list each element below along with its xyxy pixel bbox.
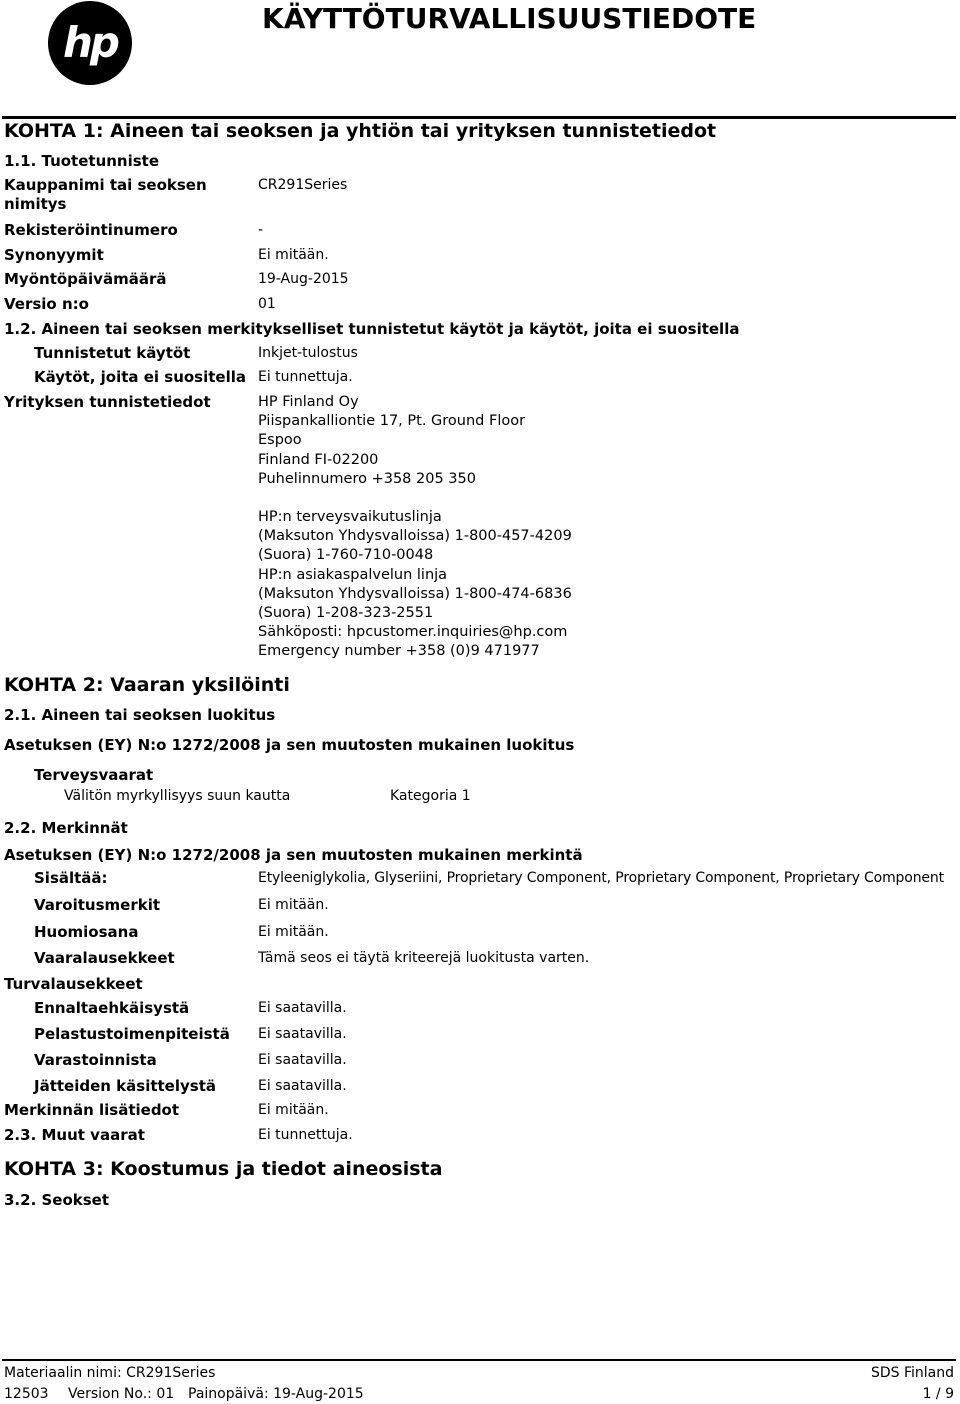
disposal-value: Ei saatavilla. [258,1078,347,1094]
contact-line: (Suora) 1-208-323-2551 [258,605,434,622]
signal-word-label: Huomiosana [34,923,139,941]
contact-line: (Maksuton Yhdysvalloissa) 1-800-474-6836 [258,585,572,602]
contact-line: Emergency number +358 (0)9 471977 [258,643,540,660]
company-line: Finland FI-02200 [258,451,379,468]
contact-info [258,508,572,662]
footer-material-name: Materiaalin nimi: CR291Series [4,1365,216,1381]
disposal-label: Jätteiden käsittelystä [34,1077,216,1095]
subsection-2-1: 2.1. Aineen tai seoksen luokitus [4,706,276,724]
contact-line: (Suora) 1-760-710-0048 [258,547,434,564]
version-label: Versio n:o [4,295,89,313]
company-line: HP Finland Oy [258,394,359,410]
company-line: Piispankalliontie 17, Pt. Ground Floor [258,413,526,430]
signal-word-value: Ei mitään. [258,924,329,940]
subsection-2-2: 2.2. Merkinnät [4,819,128,837]
subsection-1-1: 1.1. Tuotetunniste [4,152,160,170]
response-value: Ei saatavilla. [258,1026,347,1042]
pictograms-value: Ei mitään. [258,897,329,913]
company-line: Puhelinnumero +358 205 350 [258,470,476,487]
company-label: Yrityksen tunnistetiedot [4,393,211,411]
trade-name-label-2: nimitys [4,195,67,213]
storage-label: Varastoinnista [34,1051,157,1069]
subsection-1-2: 1.2. Aineen tai seoksen merkitykselliset tunnistetut käytöt ja käytöt, joita ei suositella [4,320,740,338]
section1-rule [2,116,956,119]
uses-not-recommended-label: Käytöt, joita ei suositella [34,368,246,386]
footer-rule [2,1359,956,1361]
synonyms-value: Ei mitään. [258,247,329,263]
document-title: KÄYTTÖTURVALLISUUSTIEDOTE [262,2,757,35]
registration-value: - [258,222,264,238]
section3-heading: KOHTA 3: Koostumus ja tiedot aineosista [4,1158,443,1180]
uses-not-recommended-value: Ei tunnettuja. [258,369,353,385]
prevention-label: Ennaltaehkäisystä [34,999,190,1017]
precautionary-statements-label: Turvalausekkeet [4,975,143,993]
contact-line: Sähköposti: hpcustomer.inquiries@hp.com [258,624,568,641]
health-hazards-label: Terveysvaarat [34,766,154,784]
section1-heading: KOHTA 1: Aineen tai seoksen ja yhtiön tai yrityksen tunnistetiedot [4,120,717,142]
contact-line: HP:n terveysvaikutuslinja [258,509,442,525]
footer-page-number: 1 / 9 [922,1386,954,1402]
identified-uses-label: Tunnistetut käytöt [34,344,191,362]
subsection-3-2: 3.2. Seokset [4,1191,110,1209]
issue-date-label: Myöntöpäivämäärä [4,270,167,288]
issue-date-value: 19-Aug-2015 [258,271,349,287]
hazard-statements-label: Vaaralausekkeet [34,949,175,967]
hazard-statements-value: Tämä seos ei täytä kriteerejä luokitusta varten. [258,950,590,966]
synonyms-label: Synonyymit [4,246,104,264]
labelling-regulation: Asetuksen (EY) N:o 1272/2008 ja sen muutosten mukainen merkintä [4,846,583,864]
supplemental-info-label: Merkinnän lisätiedot [4,1101,180,1119]
trade-name-value: CR291Series [258,177,348,193]
footer-version: Version No.: 01 [68,1386,175,1402]
storage-value: Ei saatavilla. [258,1052,347,1068]
company-line: Espoo [258,432,302,449]
trade-name-label-1: Kauppanimi tai seoksen [4,176,207,194]
registration-label: Rekisteröintinumero [4,221,178,239]
other-hazards-value: Ei tunnettuja. [258,1127,353,1143]
footer-print-date: Painopäivä: 19-Aug-2015 [188,1386,364,1402]
response-label: Pelastustoimenpiteistä [34,1025,230,1043]
health-hazard-item: Välitön myrkyllisyys suun kautta [64,788,291,804]
footer-document-id: 12503 [4,1386,49,1402]
contains-label: Sisältää: [34,869,108,887]
section2-heading: KOHTA 2: Vaaran yksilöinti [4,674,290,696]
health-hazard-category: Kategoria 1 [390,788,471,804]
hp-logo [48,1,132,85]
prevention-value: Ei saatavilla. [258,1000,347,1016]
footer-sds-country: SDS Finland [870,1365,954,1381]
contact-line: HP:n asiakaspalvelun linja [258,566,448,583]
version-value: 01 [258,296,276,312]
pictograms-label: Varoitusmerkit [34,896,161,914]
classification-regulation: Asetuksen (EY) N:o 1272/2008 ja sen muutosten mukainen luokitus [4,736,575,754]
company-address [258,393,525,489]
other-hazards-label: 2.3. Muut vaarat [4,1126,145,1144]
identified-uses-value: Inkjet-tulostus [258,345,358,361]
supplemental-info-value: Ei mitään. [258,1102,329,1118]
contains-value: Etyleeniglykolia, Glyseriini, Proprietary Component, Proprietary Component, Proprietary Component [258,870,944,886]
contact-line: (Maksuton Yhdysvalloissa) 1-800-457-4209 [258,528,572,545]
hp-logo-text: hp [63,18,117,67]
